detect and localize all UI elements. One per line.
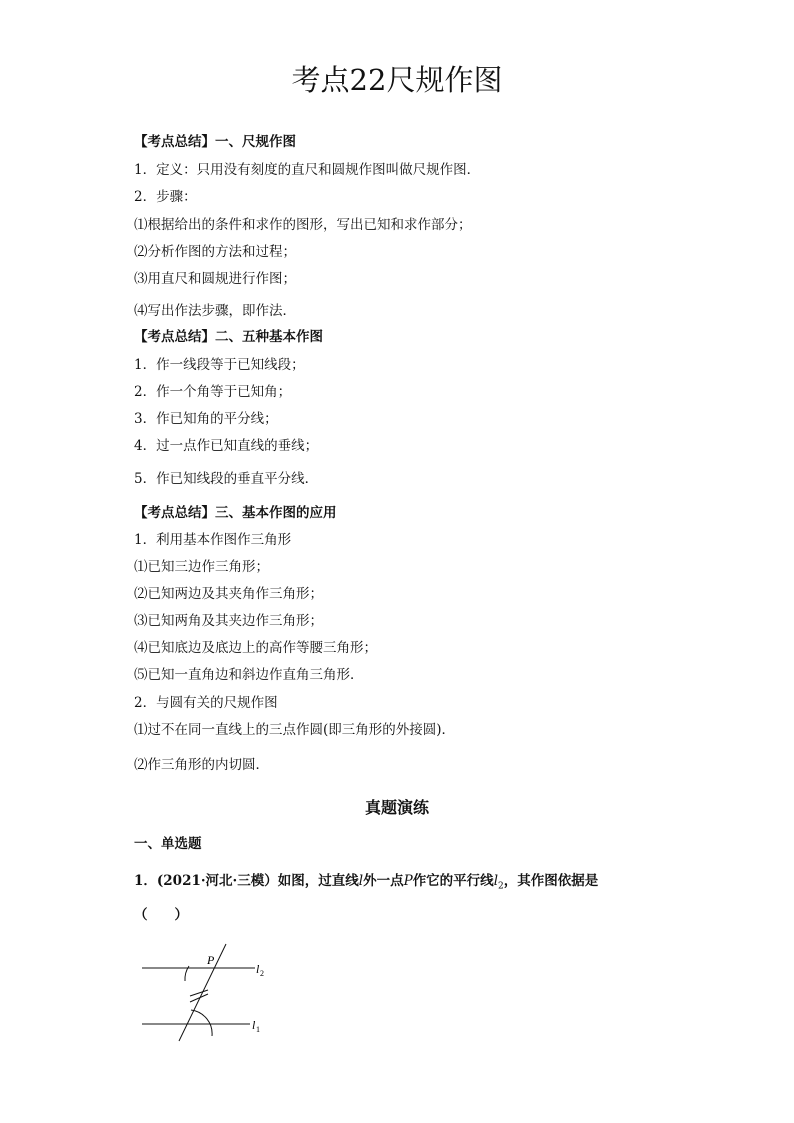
text-line: ⑵分析作图的方法和过程； bbox=[134, 244, 296, 260]
transversal-line bbox=[179, 944, 226, 1041]
page-title: 考点22尺规作图 bbox=[291, 63, 503, 97]
var-l: l bbox=[358, 873, 364, 889]
section-heading-1: 【考点总结】一、尺规作图 bbox=[134, 134, 296, 150]
var-l2: l bbox=[493, 873, 499, 889]
text-line: 2．与圆有关的尺规作图 bbox=[134, 695, 278, 711]
question-suffix: ，其作图依据是 bbox=[503, 873, 599, 889]
geometry-figure bbox=[138, 938, 278, 1048]
text-line: 3．作已知角的平分线； bbox=[134, 411, 278, 427]
section-heading-2: 【考点总结】二、五种基本作图 bbox=[134, 329, 323, 345]
var-l2-subscript: 2 bbox=[498, 881, 504, 892]
text-line: ⑴已知三边作三角形； bbox=[134, 559, 269, 575]
text-line: ⑵作三角形的内切圆． bbox=[134, 757, 269, 773]
text-line: 4．过一点作已知直线的垂线； bbox=[134, 438, 319, 454]
text-line: ⑶已知两角及其夹边作三角形； bbox=[134, 613, 323, 629]
question-mid2: 作它的平行线 bbox=[412, 873, 494, 889]
text-line: ⑴根据给出的条件和求作的图形，写出已知和求作部分； bbox=[134, 217, 472, 233]
text-line: 5．作已知线段的垂直平分线． bbox=[134, 471, 319, 487]
var-p: P bbox=[403, 873, 413, 889]
text-line: ⑵已知两边及其夹角作三角形； bbox=[134, 586, 323, 602]
point-p-label: P bbox=[207, 953, 215, 967]
text-line: 2．步骤： bbox=[134, 189, 197, 205]
practice-title: 真题演练 bbox=[364, 798, 429, 817]
construction-arc-bottom bbox=[191, 1010, 212, 1036]
answer-paren: （ ） bbox=[134, 907, 188, 923]
text-line: ⑷已知底边及底边上的高作等腰三角形； bbox=[134, 640, 377, 656]
part-label: 一、单选题 bbox=[134, 836, 202, 852]
question-1 bbox=[134, 872, 598, 896]
text-line: ⑴过不在同一直线上的三点作圆(即三角形的外接圆)． bbox=[134, 722, 456, 738]
line-l1-label: l bbox=[252, 1018, 256, 1032]
text-line: 1．定义：只用没有刻度的直尺和圆规作图叫做尺规作图． bbox=[134, 162, 481, 178]
text-line: 2．作一个角等于已知角； bbox=[134, 384, 292, 400]
line-l2-subscript: 2 bbox=[260, 969, 264, 978]
text-line: ⑷写出作法步骤，即作法． bbox=[134, 303, 296, 319]
text-line: 1．利用基本作图作三角形 bbox=[134, 532, 292, 548]
text-line: ⑸已知一直角边和斜边作直角三角形． bbox=[134, 667, 364, 683]
section-heading-3: 【考点总结】三、基本作图的应用 bbox=[134, 505, 337, 521]
line-l2-label: l bbox=[256, 962, 260, 976]
text-line: ⑶用直尺和圆规进行作图； bbox=[134, 271, 296, 287]
text-line: 1．作一线段等于已知线段； bbox=[134, 357, 305, 373]
question-prefix: 1．(2021·河北·三模）如图，过直线 bbox=[134, 873, 359, 889]
question-mid1: 外一点 bbox=[363, 873, 404, 889]
line-l1-subscript: 1 bbox=[256, 1025, 260, 1034]
